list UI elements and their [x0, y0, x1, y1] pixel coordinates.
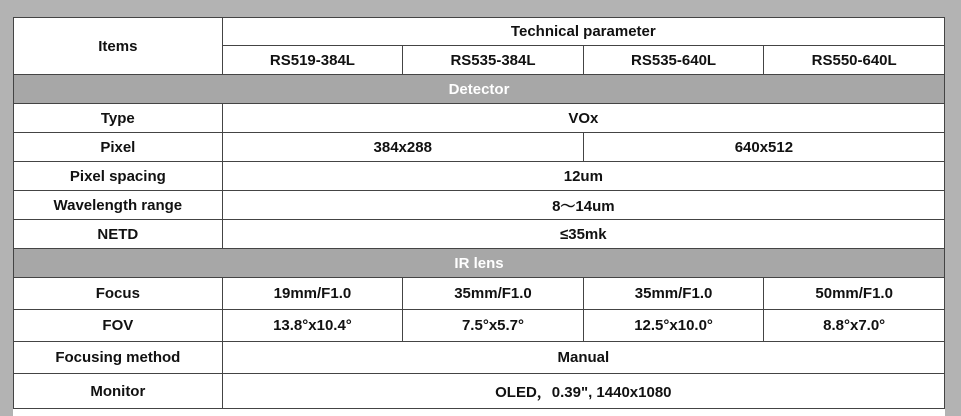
table-row-monitor	[14, 374, 945, 409]
items-header-cell: Items	[14, 18, 223, 75]
table-row-fov	[14, 310, 945, 342]
table-row-pixel	[14, 133, 945, 162]
row-label-wavelength: Wavelength range	[14, 191, 223, 220]
row-value-pixel-spacing: 12um	[222, 162, 944, 191]
table-header-row	[14, 18, 945, 46]
model-header-cell: RS550-640L	[764, 46, 945, 75]
technical-parameter-table	[13, 17, 945, 409]
row-value-focusing-method: Manual	[222, 342, 944, 374]
section-row-detector	[14, 75, 945, 104]
row-value-focus: 19mm/F1.0	[222, 278, 403, 310]
table-row-netd	[14, 220, 945, 249]
section-title-ir-lens: IR lens	[14, 249, 945, 278]
row-value-focus: 35mm/F1.0	[403, 278, 584, 310]
table-row-focusing-method	[14, 342, 945, 374]
model-header-cell: RS535-640L	[583, 46, 764, 75]
row-label-netd: NETD	[14, 220, 223, 249]
table-row-type	[14, 104, 945, 133]
row-value-pixel-384: 384x288	[222, 133, 583, 162]
row-label-pixel-spacing: Pixel spacing	[14, 162, 223, 191]
row-value-fov: 7.5°x5.7°	[403, 310, 584, 342]
table-row-focus	[14, 278, 945, 310]
row-value-fov: 12.5°x10.0°	[583, 310, 764, 342]
section-title-detector: Detector	[14, 75, 945, 104]
row-value-pixel-640: 640x512	[583, 133, 944, 162]
row-value-fov: 8.8°x7.0°	[764, 310, 945, 342]
row-label-pixel: Pixel	[14, 133, 223, 162]
table-row-pixel-spacing	[14, 162, 945, 191]
table-row-wavelength	[14, 191, 945, 220]
row-value-fov: 13.8°x10.4°	[222, 310, 403, 342]
row-label-type: Type	[14, 104, 223, 133]
row-value-wavelength: 8～14um	[222, 191, 944, 220]
row-value-netd: ≤35mk	[222, 220, 944, 249]
row-value-type: VOx	[222, 104, 944, 133]
section-row-ir-lens	[14, 249, 945, 278]
row-label-focusing-method: Focusing method	[14, 342, 223, 374]
model-header-cell: RS535-384L	[403, 46, 584, 75]
row-label-fov: FOV	[14, 310, 223, 342]
row-label-monitor: Monitor	[14, 374, 223, 409]
row-value-monitor: OLED，0.39", 1440x1080	[222, 374, 944, 409]
row-label-focus: Focus	[14, 278, 223, 310]
row-value-focus: 35mm/F1.0	[583, 278, 764, 310]
model-header-cell: RS519-384L	[222, 46, 403, 75]
technical-parameter-header-cell: Technical parameter	[222, 18, 944, 46]
row-value-focus: 50mm/F1.0	[764, 278, 945, 310]
